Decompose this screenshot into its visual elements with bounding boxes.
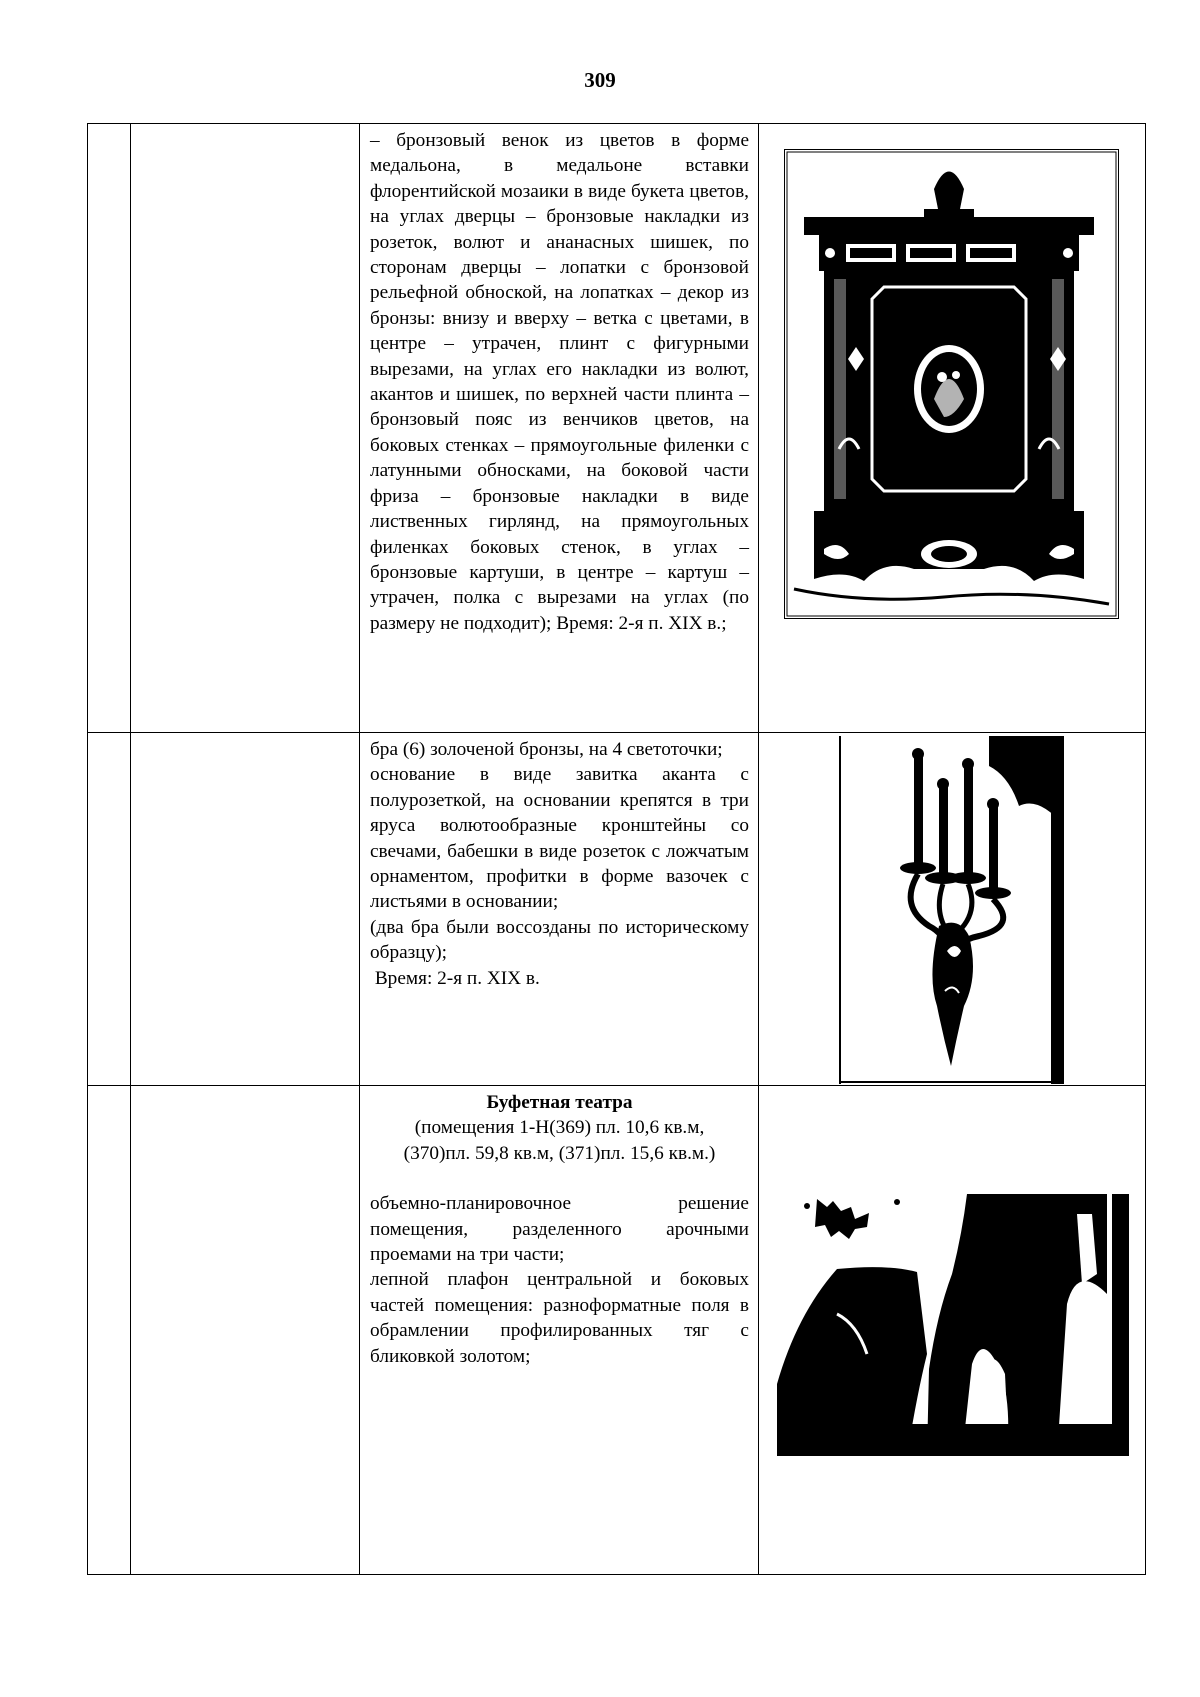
name-cell <box>131 1086 360 1575</box>
section-title: Буфетная театра <box>486 1092 633 1113</box>
name-cell <box>131 124 360 733</box>
index-cell <box>88 1086 131 1575</box>
description-paragraph: Время: 2-я п. XIX в. <box>370 967 540 989</box>
cabinet-photo <box>784 149 1119 619</box>
sconce-photo <box>839 736 1064 1084</box>
index-cell <box>88 733 131 1086</box>
table-row <box>88 733 1146 1086</box>
photo-cell <box>759 733 1146 1086</box>
description-cell <box>360 733 759 1086</box>
photo-cell <box>759 1086 1146 1575</box>
room-photo <box>777 1194 1129 1456</box>
inventory-table <box>87 123 1146 1575</box>
name-cell <box>131 733 360 1086</box>
index-cell <box>88 124 131 733</box>
description-paragraph: объемно-планировочное решение помещения, разделенного арочными проемами на три части; <box>370 1193 749 1266</box>
description-paragraph: бра (6) золоченой бронзы, на 4 светоточки; <box>370 739 723 760</box>
page-number: 309 <box>584 68 616 92</box>
description-paragraph: – бронзовый венок из цветов в форме медальона, в медальоне вставки флорентийской мозаики в виде букета цветов, на углах дверцы – бронзовые накладки из розеток, волют и ананасных шишек, по сторонам дверцы – лопатки с бронзовой рельефной обноской, на лопатках – декор из бронзы: внизу и вверху – ветка с цветами, в центре – утрачен, плинт с фигурными вырезами, на углах его накладки из волют, акантов и шишек, по верхней части плинта – бронзовый пояс из венчиков цветов, на боковых стенках – прямоугольные филенки с латунными обносками, на боковой части фриза – бронзовые накладки в виде лиственных гирлянд, на прямоугольных филенках боковых стенок, в углах – бронзовые картуши, в центре – картуш – утрачен, полка с вырезами на углах (по размеру не подходит); Время: 2-я п. XIX в.; <box>370 130 749 634</box>
photo-cell <box>759 124 1146 733</box>
section-subtitle-line: (370)пл. 59,8 кв.м, (371)пл. 15,6 кв.м.) <box>403 1142 716 1164</box>
description-cell <box>360 1086 759 1575</box>
table-row <box>88 1086 1146 1575</box>
table-row <box>88 124 1146 733</box>
description-paragraph: (два бра были воссозданы по историческому образцу); <box>370 916 749 964</box>
description-paragraph: основание в виде завитка аканта с полурозеткой, на основании крепятся в три яруса волютообразные кронштейны со свечами, бабешки в виде розеток с ложчатым орнаментом, профитки в форме вазочек с листьями в основании; <box>370 764 749 913</box>
description-paragraph: лепной плафон центральной и боковых частей помещения: разноформатные поля в обрамлении профилированных тяг с бликовкой золотом; <box>370 1269 749 1367</box>
description-cell <box>360 124 759 733</box>
section-subtitle-line: (помещения 1-Н(369) пл. 10,6 кв.м, <box>414 1117 705 1139</box>
